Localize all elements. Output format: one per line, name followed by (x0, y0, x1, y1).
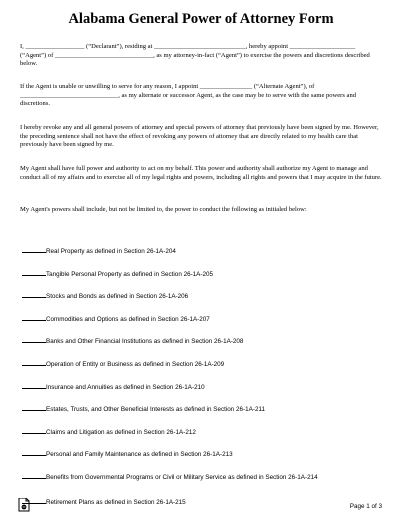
authority-paragraph: My Agent shall have full power and authority to act on my behalf. This power and authority shall authorize my Agent to manage and conduct all of my affairs and to exercise all of my legal rights and powers, including all rights and powers that I may acquire in the future. (20, 165, 382, 181)
document-page (20, 10, 382, 506)
brand-logo-icon (18, 498, 30, 512)
power-label: Commodities and Options as defined in Section 26-1A-207 (46, 315, 210, 323)
initial-blank[interactable] (22, 359, 46, 366)
initial-blank[interactable] (22, 427, 46, 434)
power-item (20, 382, 382, 405)
initial-blank[interactable] (22, 269, 46, 276)
power-item (20, 427, 382, 450)
power-item (20, 291, 382, 314)
power-item (20, 336, 382, 359)
initial-blank[interactable] (22, 382, 46, 389)
powers-list (20, 246, 382, 520)
power-label: Operation of Entity or Business as defined in Section 26-1A-209 (46, 360, 225, 368)
power-label: Personal and Family Maintenance as defined in Section 26-1A-213 (46, 451, 233, 459)
power-label: Insurance and Annuities as defined in Section 26-1A-210 (46, 383, 205, 391)
power-item (20, 269, 382, 292)
initial-blank[interactable] (22, 404, 46, 411)
power-item (20, 246, 382, 269)
power-label: Stocks and Bonds as defined in Section 26-1A-206 (46, 293, 189, 301)
power-item (20, 404, 382, 427)
power-item (20, 359, 382, 382)
power-label: Real Property as defined in Section 26-1A-204 (46, 248, 176, 255)
power-label: Retirement Plans as defined in Section 26-1A-215 (46, 498, 186, 506)
initial-blank[interactable] (22, 336, 46, 343)
alternate-agent-paragraph: If the Agent is unable or unwilling to serve for any reason, I appoint ________________ (“Alternate Agent”), of ______________________________, as my alternate or successor Agent, as the case may be to serve with the same powers and discretions. (20, 83, 356, 108)
power-item (20, 497, 382, 520)
initial-blank[interactable] (22, 246, 46, 253)
power-label: Tangible Personal Property as defined in Section 26-1A-205 (46, 270, 213, 278)
initial-blank[interactable] (22, 314, 46, 321)
power-label: Benefits from Governmental Programs or Civil or Military Service as defined in Section 26-1A-214 (46, 473, 318, 481)
revocation-paragraph: I hereby revoke any and all general powers of attorney and special powers of attorney that previously have been signed by me. However, the preceding sentence shall not have the effect of revoking any powers of attorney that are directly related to my health care that previously have been signed by me. (20, 124, 379, 149)
page-number: Page 1 of 3 (349, 503, 382, 510)
initial-blank[interactable] (22, 472, 46, 479)
initial-blank[interactable] (22, 449, 46, 456)
power-item (20, 472, 382, 497)
power-label: Banks and Other Financial Institutions as defined in Section 26-1A-208 (46, 338, 244, 346)
page-title: Alabama General Power of Attorney Form (68, 11, 334, 27)
power-label: Estates, Trusts, and Other Beneficial Interests as defined in Section 26-1A-211 (46, 406, 265, 414)
power-label: Claims and Litigation as defined in Section 26-1A-212 (46, 428, 196, 436)
powers-intro-paragraph: My Agent's powers shall include, but not be limited to, the power to conduct the following as initialed below: (20, 206, 307, 213)
power-item (20, 449, 382, 472)
power-item (20, 314, 382, 337)
initial-blank[interactable] (22, 291, 46, 298)
declarant-paragraph: I, __________________ (“Declarant”), residing at ____________________________, hereby appoint ____________________ (“Agent”) of ______________________________, as my attorney-in-fact (“Agent”) to exercise the powers and discretions described below. (20, 43, 370, 68)
